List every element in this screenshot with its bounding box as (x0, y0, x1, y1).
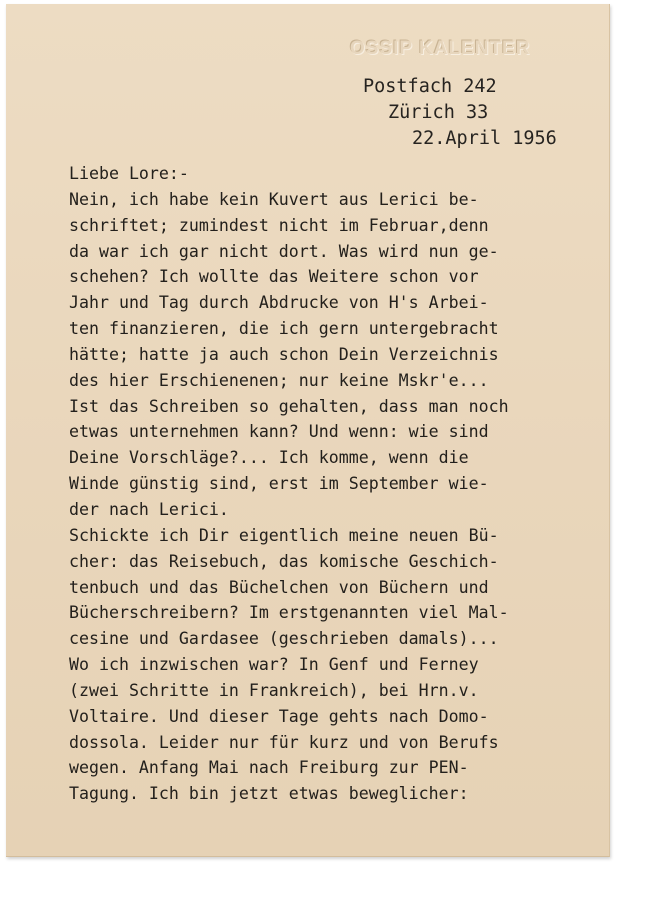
letter-line: dossola. Leider nur für kurz und von Berufs (69, 732, 499, 752)
letter-line: des hier Erschienenen; nur keine Mskr'e... (69, 370, 489, 390)
letter-line: der nach Lerici. (69, 499, 229, 519)
letter-line: tenbuch und das Büchelchen von Büchern und (69, 577, 489, 597)
letter-line: da war ich gar nicht dort. Was wird nun ge- (69, 241, 499, 261)
letter-line: Nein, ich habe kein Kuvert aus Lerici be- (69, 189, 479, 209)
letter-line: ten finanzieren, die ich gern untergebracht (69, 319, 499, 339)
letter-line: hätte; hatte ja auch schon Dein Verzeichnis (69, 344, 499, 364)
letter-line: Bücherschreibern? Im erstgenannten viel Mal- (69, 603, 509, 623)
letter-date: 22.April 1956 (412, 128, 557, 149)
postcard (6, 4, 610, 857)
letter-line: Wo ich inzwischen war? In Genf und Ferney (69, 655, 479, 675)
letter-line: Schickte ich Dir eigentlich meine neuen Bü- (69, 525, 499, 545)
letter-line: cesine und Gardasee (geschrieben damals)... (69, 629, 499, 649)
letter-line: Tagung. Ich bin jetzt etwas beweglicher: (69, 784, 469, 804)
salutation: Liebe Lore:- (69, 164, 189, 183)
letter-line: cher: das Reisebuch, das komische Geschich- (69, 551, 499, 571)
address-postbox: Postfach 242 (363, 76, 497, 97)
letterhead-stamp: OSSIP KALENTER (350, 38, 531, 59)
letter-line: Ist das Schreiben so gehalten, dass man noch (69, 396, 509, 416)
address-city: Zürich 33 (388, 102, 489, 123)
letter-line: (zwei Schritte in Frankreich), bei Hrn.v. (69, 680, 479, 700)
letter-line: Winde günstig sind, erst im September wie- (69, 474, 489, 494)
letter-body (69, 161, 614, 807)
letter-line: Jahr und Tag durch Abdrucke von H's Arbei- (69, 293, 489, 313)
letter-line: schehen? Ich wollte das Weitere schon vor (69, 267, 479, 287)
letter-line: Voltaire. Und dieser Tage gehts nach Domo- (69, 706, 489, 726)
letter-line: schriftet; zumindest nicht im Februar,denn (69, 215, 489, 235)
letter-line: wegen. Anfang Mai nach Freiburg zur PEN- (69, 758, 469, 778)
letter-line: Deine Vorschläge?... Ich komme, wenn die (69, 448, 469, 468)
letter-line: etwas unternehmen kann? Und wenn: wie sind (69, 422, 489, 442)
